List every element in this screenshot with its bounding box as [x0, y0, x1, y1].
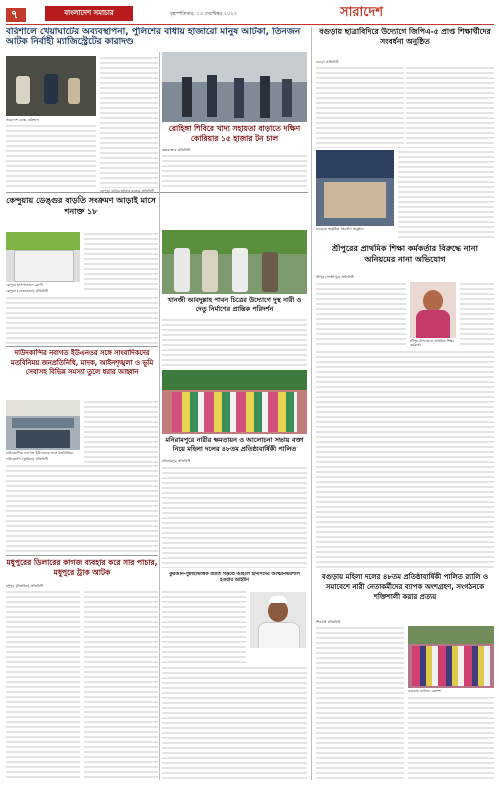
byline-sreepur: শ্রীপুর (গাজীপুর) প্রতিনিধি	[316, 275, 354, 279]
bogura-mohila-photo	[408, 626, 494, 688]
article-body-bogura-mohila-a	[316, 626, 404, 780]
article-body-bogura-gpa-a	[316, 66, 404, 148]
caption-sreepur: শ্রীপুর উপজেলা প্রাথমিক শিক্ষা কর্মকর্তা	[410, 339, 454, 348]
monirampur-photo	[162, 370, 307, 434]
caption-daudkandi: দাউদকান্দির নবাগত ইউএনওর সঙ্গে মতবিনিময়	[6, 451, 74, 455]
headline-barishal: বরিশালে খেয়াঘাটের অব্যবস্থাপনা, পুলিশের বাধায় হাজারো মানুষ আটকা, তিনজন আটক নির্বাহী ম্যাজিস্ট্রেটের কারাদণ্ড	[6, 27, 301, 47]
rohingya-photo	[162, 52, 307, 122]
barishal-photo	[6, 56, 96, 116]
caption-kendua: কেন্দুয়া হাসপাতালে রোগী	[6, 283, 43, 287]
byline-modhupur: মধুপুর (টাঙ্গাইল) প্রতিনিধি	[6, 584, 44, 588]
headline-sreepur: শ্রীপুরের প্রাথমিক শিক্ষা কর্মকর্তার বিরুদ্ধে নানা অনিয়মের নানা অভিযোগ	[332, 244, 478, 264]
section-title: সারাদেশ	[340, 5, 384, 20]
quran-speaker-photo	[250, 592, 306, 648]
article-body-bogura-mohila-b	[408, 696, 494, 780]
byline-barishal: সারাদেশ ডেস্ক, বরিশাল	[6, 118, 39, 122]
article-body-sreepur-a	[316, 282, 406, 348]
column-rule-2	[311, 27, 312, 780]
article-body-bogura-gpa-b	[406, 66, 494, 148]
daudkandi-photo	[6, 400, 80, 450]
khanji-photo	[162, 230, 307, 294]
headline-bogura-mohila: বগুড়ায় মহিলা দলের ৪৮তম প্রতিষ্ঠাবার্ষিকী পালিত র‍্যালি ও সমাবেশে নারী নেতাকর্মীদের ব্যাপক অংশগ্রহণ, সংগঠনকে শক্তিশালী করার প্রত্যয়	[321, 573, 489, 601]
article-body-daudkandi-b	[6, 464, 158, 552]
headline-daudkandi: দাউদকান্দির নবাগত ইউএনওর সঙ্গে সাংবাদিকদের মতবিনিময় জনপ্রতিনিধি, মাদক, আইনশৃঙ্খলা ও ভূমি সেবাসহ বিভিন্ন সমস্যা তুলে ধরার আহ্বান	[10, 349, 154, 376]
byline-kendua: কেন্দুয়া (নেত্রকোনা) প্রতিনিধি	[6, 289, 49, 293]
article-body-modhupur-a	[6, 590, 80, 780]
article-body-barishal-a	[6, 124, 96, 188]
headline-bogura-gpa: বগুড়ায় ছাত্রাবিদিরে উদ্যোগে জিপিএ-৫ প্রাপ্ত শিক্ষার্থীদের সংবর্ধনা অনুষ্ঠিত	[319, 27, 491, 46]
byline-bogura-mohila: শিবগঞ্জ প্রতিনিধি	[316, 620, 341, 624]
headline-monirampur: মনিরামপুরে নারীর ক্ষমতায়ন ও আলোচনা সভায় বক্তা নিয়ে মহিলা দলের ৪৮তম প্রতিষ্ঠাবার্ষিকী পালিত	[165, 436, 304, 453]
article-body-bogura-gpa-c	[398, 150, 494, 238]
page-number: ৭	[11, 8, 19, 21]
article-body-quran-a	[162, 590, 246, 664]
article-body-kendua-b	[6, 296, 158, 344]
bogura-gpa-photo	[316, 150, 394, 226]
issue-date: বৃহস্পতিবার, ১৩ সেপ্টেম্বর ২০২৩	[170, 11, 237, 17]
article-body-monirampur	[162, 466, 307, 568]
article-body-daudkandi-a	[84, 400, 158, 470]
caption-bogura-mohila: বগুড়ায় র‍্যালির একাংশ	[408, 689, 441, 693]
article-body-sreepur-b	[460, 282, 494, 348]
headline-quran: কুরআন-সুন্নাহভিত্তিক জাতি গড়তে আহলে হাদীসদের আত্মনির্ভরশীল হওয়ার আহ্বান	[169, 572, 300, 583]
headline-rohingya: রোহিঙ্গা শিবিরে খাদ্য সহায়তা বাড়াতে দক্ষিণ কোরিয়ার ১৫ হাজার টন চাল	[168, 124, 301, 143]
sreepur-officer-photo	[410, 282, 456, 338]
article-body-barishal-b	[100, 56, 158, 188]
caption-bogura-gpa: বগুড়ায় অনুষ্ঠিত সংবর্ধনা অনুষ্ঠান	[316, 227, 364, 231]
divider-3	[6, 555, 158, 556]
masthead-rule	[6, 24, 494, 25]
caption-barishal: কেন্দুয়া বাড়ির ঘটনায় মাত্রায় প্রতিনিধি	[100, 189, 155, 193]
headline-modhupur: মধুপুরের ডিলারের কাগজ ব্যবহার করে সার পাচার, মধুপুরে ট্রাক আটক	[6, 558, 158, 577]
article-body-sreepur-c	[316, 350, 494, 568]
article-body-khanji	[162, 318, 307, 368]
headline-kendua-dengue: কেন্দুয়ায় ডেঙ্গুর বাড়তি সংক্রমণ আড়াই মাসে শনাক্ত ১৮	[6, 196, 156, 216]
article-body-rohingya	[162, 154, 307, 190]
byline-bogura: বগুড়া প্রতিনিধি	[316, 60, 339, 64]
column-rule-1	[159, 52, 160, 780]
article-body-kendua-a	[84, 232, 158, 292]
byline-rohingya: কক্সবাজার প্রতিনিধি	[162, 148, 191, 152]
byline-daudkandi: দাউদকান্দি (কুমিল্লা) প্রতিনিধি	[6, 457, 48, 461]
article-body-modhupur-b	[84, 590, 158, 780]
article-body-quran-b	[162, 666, 307, 780]
paper-name-logo: বাংলাদেশ সমাচার	[45, 6, 133, 21]
kendua-photo	[6, 232, 80, 282]
divider-2	[6, 346, 158, 347]
byline-monirampur: মনিরামপুর প্রতিনিধি	[162, 459, 191, 463]
headline-khanji: খানজী আবদুল্লাহ পাবন চিত্রের উদ্যোগে দুস্থ নারী ও দেতু নির্মাণের প্রান্তিক পরিদর্শন	[167, 296, 302, 313]
